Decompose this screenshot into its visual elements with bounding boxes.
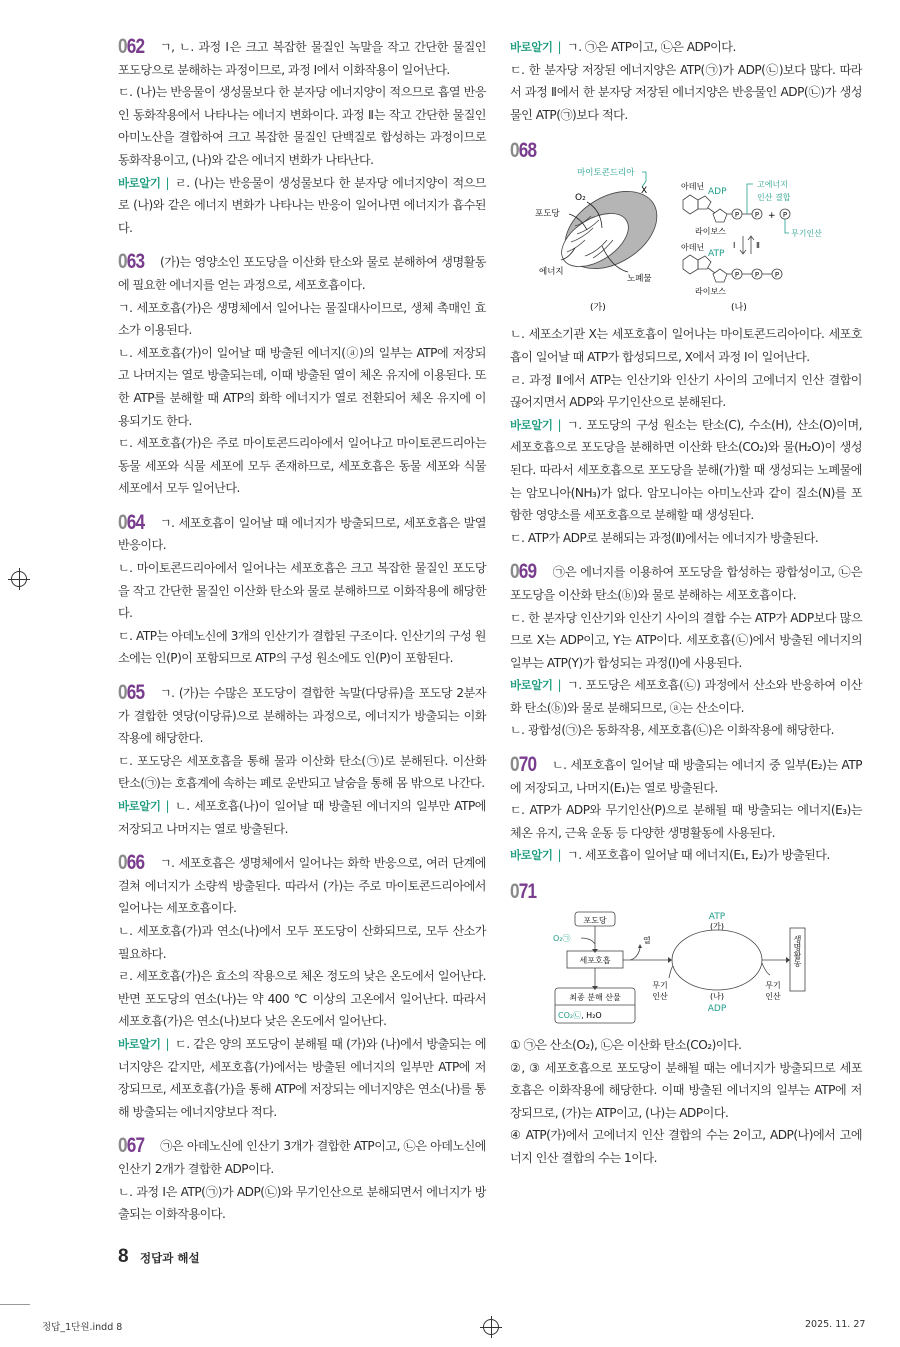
number-prefix: 0 [118,1134,127,1158]
correction-label: 바로알기 [510,417,553,432]
registration-mark-icon [11,571,27,587]
answer-paragraph [510,561,862,606]
correction-label: 바로알기 [510,40,553,54]
answer-paragraph [118,81,486,171]
glucose-label: 포도당 [535,209,560,220]
o2-label: O₂㉠ [553,934,571,944]
paragraph-text: ㄷ. 같은 양의 포도당이 분해될 때 (가)와 (나)에서 방출되는 에너지양은 같지만, 세포호흡(가)에서는 방출된 에너지의 일부만 ATP에 저장되므로, 세포호흡(가)을 통해 ATP에 저장되는 에너지양은 연소(나)를 통해 방출되는 에너지양보다 적다. [118,1036,486,1119]
pi-left: 인산 [652,992,668,1002]
divider: | [557,678,562,693]
answer-section [118,852,486,1123]
answer-paragraph [510,527,862,550]
left-column [118,36,486,1238]
question-number [118,682,143,705]
question-number [510,880,535,904]
paragraph-text: ㄱ. 세포호흡이 일어날 때 에너지가 방출되므로, 세포호흡은 발열 반응이다. [118,515,486,553]
file-slug: 정답_1단원.indd 8 [42,1322,123,1333]
number-digits: 64 [126,510,145,534]
answer-paragraph [118,36,486,81]
answer-paragraph [510,323,862,368]
adp-label: ADP [707,1004,727,1015]
heat-label: 열 [643,936,651,946]
energy-label: 에너지 [539,267,564,278]
paragraph-text: ㄱ. ㉠은 ATP이고, ㉡은 ADP이다. [567,40,736,54]
answer-paragraph [510,1034,862,1057]
correction-label: 바로알기 [510,678,553,693]
paragraph-text: ㄱ, ㄴ. 과정 Ⅰ은 크고 복잡한 물질인 녹말을 작고 간단한 물질인 포도당으로 분해하는 과정이므로, 과정 Ⅰ에서 이화작용이 일어난다. [118,40,486,77]
caption-ga: (가) [590,303,606,314]
adenine-label: 아데닌 [681,182,705,192]
number-digits: 69 [518,560,537,584]
paragraph-text: ㄱ. 포도당은 세포호흡(㉡) 과정에서 산소와 반응하여 이산화 탄소(ⓑ)와 물로 분해되므로, ⓐ는 산소이다. [510,678,862,715]
paragraph-text: ① ㉠은 산소(O₂), ㉡은 이산화 탄소(CO₂)이다. [510,1038,742,1053]
number-prefix: 0 [118,35,127,58]
o2-label: O₂ [575,193,586,204]
number-digits: 68 [518,139,537,163]
answer-paragraph [510,369,862,414]
paragraph-text: ㉠은 아데노신에 인산기 3개가 결합한 ATP이고, ㉡은 아데노신에 인산기 2개가 결합한 ADP이다. [118,1139,486,1176]
paragraph-text: ㄱ. (가)는 수많은 포도당이 결합한 녹말(다당류)을 포도당 2분자가 결합한 엿당(이당류)으로 분해하는 과정으로, 에너지가 방출되는 이화작용에 해당한다. [118,686,486,746]
number-prefix: 0 [510,560,519,584]
question-number [510,139,535,163]
crop-mark [0,1304,30,1305]
pi-left: 무기 [652,981,668,991]
final-products-label: 최종 분해 산물 [569,993,621,1003]
figure-header [510,138,862,162]
answer-paragraph [118,625,486,670]
na-label: (나) [710,992,724,1002]
question-number [118,512,143,535]
correction-label: 바로알기 [118,1036,161,1051]
page-number: 8 [118,1246,129,1267]
answer-section [118,1135,486,1225]
divider: | [557,40,562,54]
paragraph-text: ㄴ. 세포호흡이 일어날 때 방출되는 에너지 중 일부(E₂)는 ATP에 저장되고, 나머지(E₁)는 열로 방출된다. [510,758,862,795]
paragraph-text: ㄷ. 세포호흡(가)은 주로 마이토콘드리아에서 일어나고 마이토콘드리아는 동물 세포와 식물 세포에 모두 존재하므로, 세포호흡은 동물 세포와 식물 세포에서 모두 일어난다. [118,436,486,496]
answer-paragraph [118,432,486,500]
svg-text:CO₂㉡, H₂O [558,1010,602,1020]
answer-paragraph [118,852,486,920]
answer-section [118,682,486,840]
process-2-label: Ⅱ [756,241,760,251]
print-date: 2025. 11. 27 [805,1319,866,1330]
caption-na: (나) [731,303,747,314]
number-digits: 63 [126,250,145,274]
number-digits: 62 [126,35,145,58]
process-1-label: Ⅰ [733,241,736,251]
divider: | [557,417,562,432]
organelle-x-label: X [641,186,648,197]
answer-paragraph [118,172,486,240]
paragraph-text: ㄱ. 세포호흡(가)은 생명체에서 일어나는 물질대사이므로, 생체 촉매인 효소가 이용된다. [118,300,486,338]
ribose-label: 라이보스 [695,227,726,237]
answer-section [510,36,862,126]
waste-label: 노폐물 [627,274,652,285]
number-prefix: 0 [510,139,519,163]
answer-paragraph [118,342,486,432]
answer-section [118,36,486,239]
paragraph-text: ㄱ. 포도당의 구성 원소는 탄소(C), 수소(H), 산소(O)이며, 세포호흡으로 포도당을 분해하면 이산화 탄소(CO₂)와 물(H₂O)이 생성된다. 따라서 세포호흡으로 포도당을 분해(가)할 때 생성되는 노폐물에는 암모니아(NH₃)가 없다. 암모니아는 아미노산과 같이 질소(N)를 포함한 영양소를 세포호흡으로 분해할 때 생성된다. [510,417,862,523]
paragraph-text: ㄷ. ATP는 아데노신에 3개의 인산기가 결합된 구조이다. 인산기의 구성 원소에는 인(P)이 포함되므로 ATP의 구성 원소에도 인(P)이 포함된다. [118,628,486,666]
right-column [510,36,862,1182]
mitochondrion-illustration [551,176,671,285]
phosphate: P [754,271,760,280]
answer-paragraph [510,59,862,127]
paragraph-text: ㄴ. 광합성(㉠)은 동화작용, 세포호흡(㉡)은 이화작용에 해당한다. [510,723,835,738]
paragraph-text: ㄴ. 마이토콘드리아에서 일어나는 세포호흡은 크고 복잡한 물질인 포도당을 작고 간단한 물질인 이산화 탄소와 물로 분해하므로 이화작용에 해당한다. [118,561,486,621]
phosphate: P [734,211,740,220]
question-number [118,852,143,875]
answer-paragraph [118,1181,486,1226]
respiration-box: 세포호흡 [579,956,611,966]
number-digits: 66 [126,851,145,875]
answer-section [510,1034,862,1170]
atp-label: ATP [708,249,725,260]
answer-paragraph [510,799,862,844]
phosphate: P [782,211,788,220]
question-number [118,36,143,59]
answer-paragraph [118,795,486,840]
pi-right: 인산 [765,992,781,1002]
answer-paragraph [510,414,862,527]
ga-label: (가) [710,922,724,932]
life-activity-box: 생명활동 [793,935,802,968]
paragraph-text: ㄷ. ATP가 ADP로 분해되는 과정(Ⅱ)에서는 에너지가 방출된다. [510,530,819,545]
number-digits: 65 [126,681,145,705]
mitochondria-label: 마이토콘드리아 [577,168,635,179]
answer-paragraph [118,297,486,342]
figure-section [510,138,862,317]
answer-paragraph [510,754,862,799]
divider: | [165,175,170,190]
glucose-box: 포도당 [583,916,607,926]
divider: | [165,1036,170,1051]
correction-label: 바로알기 [118,175,161,190]
answer-paragraph [510,844,862,867]
number-digits: 71 [518,880,537,904]
answer-paragraph [118,251,486,296]
adenine-label: 아데닌 [681,243,705,253]
paragraph-text: ㄱ. 세포호흡이 일어날 때 에너지(E₁, E₂)가 방출된다. [567,848,830,863]
number-prefix: 0 [118,510,127,534]
answer-paragraph [118,920,486,965]
answer-section [118,512,486,670]
number-digits: 70 [518,753,537,777]
page-footer [0,1246,900,1346]
paragraph-text: ㄴ. 세포소기관 X는 세포호흡이 일어나는 마이토콘드리아이다. 세포호흡이 일어날 때 ATP가 합성되므로, X에서 과정 Ⅰ이 일어난다. [510,327,862,364]
answer-paragraph [510,36,862,59]
registration-mark-icon [483,1319,499,1335]
answer-paragraph [510,674,862,719]
paragraph-text: ㄹ. 세포호흡(가)은 효소의 작용으로 체온 정도의 낮은 온도에서 일어난다. 반면 포도당의 연소(나)는 약 400 ℃ 이상의 고온에서 일어난다. 따라서 세포호흡(가)은 연소(나)보다 낮은 온도에서 일어난다. [118,969,486,1029]
question-number [510,561,535,584]
answer-paragraph [118,557,486,625]
answer-paragraph [118,1033,486,1123]
footer-title: 정답과 해설 [140,1251,200,1265]
question-number [510,754,535,777]
phosphate: P [734,271,740,280]
answer-section [510,323,862,549]
paragraph-text: ㄴ. 세포호흡(나)이 일어날 때 방출된 에너지의 일부만 ATP에 저장되고 나머지는 열로 방출된다. [118,799,486,836]
answer-paragraph [118,682,486,750]
figure-071-diagram [505,903,865,1028]
atp-label: ATP [708,912,726,923]
number-prefix: 0 [118,851,127,875]
phosphate: P [754,211,760,220]
answer-section [118,251,486,500]
number-prefix: 0 [510,753,519,777]
paragraph-text: ㉠은 에너지를 이용하여 포도당을 합성하는 광합성이고, ㉡은 포도당을 이산화 탄소(ⓑ)와 물로 분해하는 세포호흡이다. [510,565,862,602]
answer-paragraph [118,750,486,795]
paragraph-text: ㄱ. 세포호흡은 생명체에서 일어나는 화학 반응으로, 여러 단계에 걸쳐 에너지가 소량씩 방출된다. 따라서 (가)는 주로 마이토콘드리아에서 일어나는 세포호흡이다. [118,856,486,916]
paragraph-text: ㄷ. ATP가 ADP와 무기인산(P)으로 분해될 때 방출되는 에너지(E₃)는 체온 유지, 근육 운동 등 다양한 생명활동에 사용된다. [510,803,862,840]
adp-label: ADP [708,187,727,198]
paragraph-text: ㄴ. 세포호흡(가)이 일어날 때 방출된 에너지(ⓐ)의 일부는 ATP에 저장되고 나머지는 열로 방출되는데, 이때 방출된 열이 체온 유지에 이용된다. 또한 ATP를 분해할 때 ATP의 화학 에너지가 열로 전환되어 체온 유지에 이용되기도 한다. [118,345,486,428]
paragraph-text: ㄷ. 포도당은 세포호흡을 통해 물과 이산화 탄소(㉠)로 분해된다. 이산화 탄소(㉠)는 호흡계에 속하는 폐로 운반되고 날숨을 통해 몸 밖으로 나간다. [118,753,486,791]
paragraph-text: (가)는 영양소인 포도당을 이산화 탄소와 물로 분해하여 생명활동에 필요한 에너지를 얻는 과정으로, 세포호흡이다. [118,255,486,292]
answer-paragraph [510,719,862,742]
paragraph-text: ㄴ. 세포호흡(가)과 연소(나)에서 모두 포도당이 산화되므로, 모두 산소가 필요하다. [118,923,486,961]
phosphate: P [774,271,780,280]
inorganic-phosphate-label: 무기인산 [791,229,822,239]
figure-068-diagram [505,162,865,317]
pi-right: 무기 [765,981,781,991]
number-prefix: 0 [510,880,519,904]
answer-paragraph [118,1135,486,1180]
answer-section [510,561,862,742]
ribose-label: 라이보스 [695,287,726,297]
answer-paragraph [510,1057,862,1125]
paragraph-text: ㄷ. (나)는 반응물이 생성물보다 한 분자당 에너지양이 적으므로 흡열 반응인 동화작용에서 나타나는 에너지 변화이다. 과정 Ⅱ는 작고 간단한 물질인 아미노산을 결합하여 크고 복잡한 물질인 단백질로 합성하는 과정이므로 동화작용이고, (나)와 같은 에너지 변화가 나타난다. [118,85,486,167]
answer-paragraph [118,965,486,1033]
paragraph-text: ㄷ. 한 분자당 저장된 에너지양은 ATP(㉠)가 ADP(㉡)보다 많다. 따라서 과정 Ⅱ에서 한 분자당 저장된 에너지양은 반응물인 ADP(㉡)가 생성물인 ATP(㉠)보다 적다. [510,62,862,122]
plus-sign: + [768,211,776,222]
paragraph-text: ㄹ. 과정 Ⅱ에서 ATP는 인산기와 인산기 사이의 고에너지 인산 결합이 끊어지면서 ADP와 무기인산으로 분해된다. [510,372,862,410]
paragraph-text: ㄷ. 한 분자당 인산기와 인산기 사이의 결합 수는 ATP가 ADP보다 많으므로 X는 ADP이고, Y는 ATP이다. 세포호흡(㉡)에서 방출된 에너지의 일부는 ATP(Y)가 합성되는 과정(Ⅰ)에 사용된다. [510,610,862,670]
paragraph-text: ②, ③ 세포호흡으로 포도당이 분해될 때는 에너지가 방출되므로 세포호흡은 이화작용에 해당한다. 이때 방출된 에너지의 일부는 ATP에 저장되므로, (가)는 ATP이고, (나)는 ADP이다. [510,1060,862,1120]
figure-section [510,879,862,1028]
answer-paragraph [510,607,862,675]
answer-paragraph [510,1124,862,1169]
paragraph-text: ㄹ. (나)는 반응물이 생성물보다 한 분자당 에너지양이 적으므로 (나)와 같은 에너지 변화가 나타나는 반응이 일어나면 에너지가 흡수된다. [118,175,486,235]
phosphate-bond-label: 인산 결합 [757,193,791,203]
figure-header [510,879,862,903]
correction-label: 바로알기 [510,848,553,863]
number-prefix: 0 [118,250,127,274]
answer-section [510,754,862,867]
divider: | [557,848,562,863]
h2o-label: , H₂O [581,1011,602,1021]
paragraph-text: ㄴ. 과정 Ⅰ은 ATP(㉠)가 ADP(㉡)와 무기인산으로 분해되면서 에너지가 방출되는 이화작용이다. [118,1184,486,1222]
question-number [118,251,143,274]
paragraph-text: ④ ATP(가)에서 고에너지 인산 결합의 수는 2이고, ADP(나)에서 고에너지 인산 결합의 수는 1이다. [510,1128,862,1165]
number-prefix: 0 [118,681,127,705]
answer-paragraph [118,512,486,557]
high-energy-label: 고에너지 [757,180,788,190]
correction-label: 바로알기 [118,799,161,813]
co2-label: CO₂㉡ [558,1011,582,1021]
number-digits: 67 [126,1134,145,1158]
divider: | [165,799,170,813]
question-number [118,1135,143,1158]
